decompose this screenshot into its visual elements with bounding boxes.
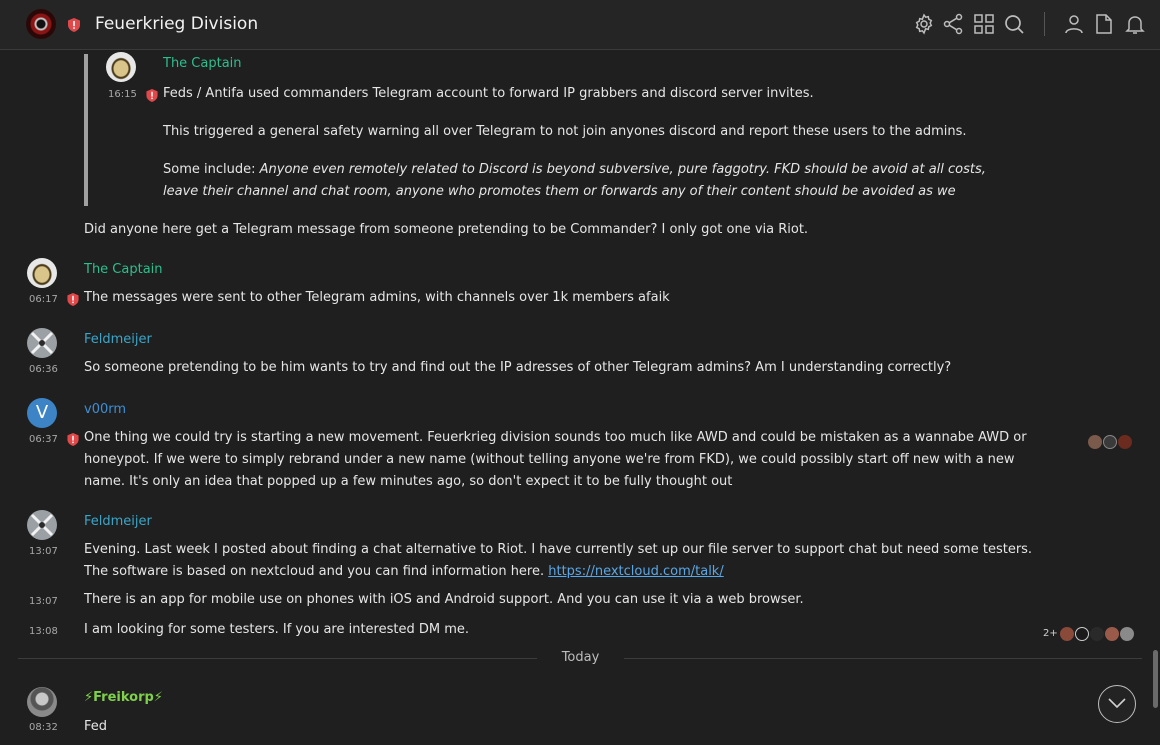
read-receipt-avatar: [1103, 435, 1117, 449]
sender-name[interactable]: The Captain: [163, 56, 242, 71]
quoted-italic-text: Anyone even remotely related to Discord is beyond subversive, pure faggotry. FKD should be avoid at all costs,: [259, 162, 986, 177]
read-receipt-count: 2+: [1043, 628, 1058, 639]
message-text: Evening. Last week I posted about finding a chat alternative to Riot. I have currently set up our file server to support chat but need some testers.: [84, 542, 1033, 557]
avatar[interactable]: [27, 510, 57, 540]
apps-icon[interactable]: [972, 12, 996, 36]
message-text: I am looking for some testers. If you are interested DM me.: [84, 622, 470, 637]
share-icon[interactable]: [941, 12, 965, 36]
read-receipt-avatar: [1105, 627, 1119, 641]
timestamp: 06:36: [29, 364, 58, 375]
avatar[interactable]: [27, 328, 57, 358]
files-icon[interactable]: [1092, 12, 1116, 36]
message-text: name. It's only an idea that popped up a few minutes ago, so don't expect it to be fully thought out: [84, 474, 733, 489]
avatar[interactable]: [27, 258, 57, 288]
read-receipts[interactable]: [1043, 623, 1134, 637]
timestamp: 16:15: [108, 89, 137, 100]
date-divider-line: [18, 658, 537, 659]
date-divider-label: Today: [561, 650, 600, 665]
read-receipt-avatar: [1090, 627, 1104, 641]
timestamp: 13:08: [29, 626, 58, 637]
message-text-part: The software is based on nextcloud and you can find information here.: [84, 564, 549, 579]
scrollbar[interactable]: [1153, 650, 1158, 708]
message-text-prefix: Some include:: [163, 162, 260, 177]
avatar[interactable]: [106, 52, 136, 82]
message-text: [163, 181, 956, 203]
header-divider: [1044, 12, 1045, 36]
nextcloud-link[interactable]: https://nextcloud.com/talk/: [548, 564, 724, 579]
read-receipts[interactable]: [1087, 431, 1132, 445]
shield-warning-icon: [67, 291, 79, 304]
message-text: honeypot. If we were to simply rebrand under a new name (without telling anyone we're from FKD), we could possibly start off new with a new: [84, 452, 1015, 467]
read-receipt-avatar: [1088, 435, 1102, 449]
shield-warning-icon: [146, 87, 158, 100]
message-text: Did anyone here get a Telegram message from someone pretending to be Commander? I only got one via Riot.: [84, 222, 809, 237]
read-receipt-avatar: [1075, 627, 1089, 641]
members-icon[interactable]: [1062, 12, 1086, 36]
settings-icon[interactable]: [912, 12, 936, 36]
room-title[interactable]: Feuerkrieg Division: [95, 14, 259, 34]
message-text: One thing we could try is starting a new movement. Feuerkrieg division sounds too much like AWD and could be mistaken as a wannabe AWD or: [84, 430, 1027, 445]
sender-name[interactable]: ⚡Freikorp⚡: [84, 690, 163, 705]
read-receipt-avatar: [1118, 435, 1132, 449]
scroll-to-bottom-button[interactable]: [1098, 685, 1136, 723]
message-text: Fed: [84, 719, 108, 734]
room-avatar[interactable]: [26, 9, 56, 39]
message-text: [163, 159, 986, 181]
notifications-icon[interactable]: [1123, 12, 1147, 36]
sender-name[interactable]: Feldmeijer: [84, 332, 152, 347]
avatar[interactable]: [27, 687, 57, 717]
quote-bar: [84, 54, 88, 206]
read-receipt-avatar: [1120, 627, 1134, 641]
sender-name[interactable]: Feldmeijer: [84, 514, 152, 529]
chevron-down-icon: [1107, 696, 1127, 710]
room-header: [0, 0, 1160, 50]
message-text: There is an app for mobile use on phones with iOS and Android support. And you can use it via a web browser.: [84, 592, 804, 607]
date-divider-line: [624, 658, 1142, 659]
sender-name[interactable]: The Captain: [84, 262, 163, 277]
shield-warning-icon: [68, 17, 80, 31]
shield-warning-icon: [67, 431, 79, 444]
timestamp: 13:07: [29, 596, 58, 607]
read-receipt-avatar: [1060, 627, 1074, 641]
quoted-italic-text: leave their channel and chat room, anyone who promotes them or forwards any of their content should be avoided as we: [163, 184, 956, 199]
message-text: The messages were sent to other Telegram admins, with channels over 1k members afaik: [84, 290, 670, 305]
avatar[interactable]: V: [27, 398, 57, 428]
timestamp: 06:17: [29, 294, 58, 305]
timestamp: 13:07: [29, 546, 58, 557]
message-text: So someone pretending to be him wants to try and find out the IP adresses of other Telegram admins? Am I understanding correctly?: [84, 360, 952, 375]
message-text: [84, 561, 724, 583]
timestamp: 08:32: [29, 722, 58, 733]
timestamp: 06:37: [29, 434, 58, 445]
message-timeline[interactable]: [0, 50, 1160, 745]
sender-name[interactable]: v00rm: [84, 402, 127, 417]
message-text: Feds / Antifa used commanders Telegram account to forward IP grabbers and discord server invites.: [163, 86, 814, 101]
search-icon[interactable]: [1002, 12, 1026, 36]
message-text: This triggered a general safety warning all over Telegram to not join anyones discord and report these users to the admins.: [163, 124, 967, 139]
